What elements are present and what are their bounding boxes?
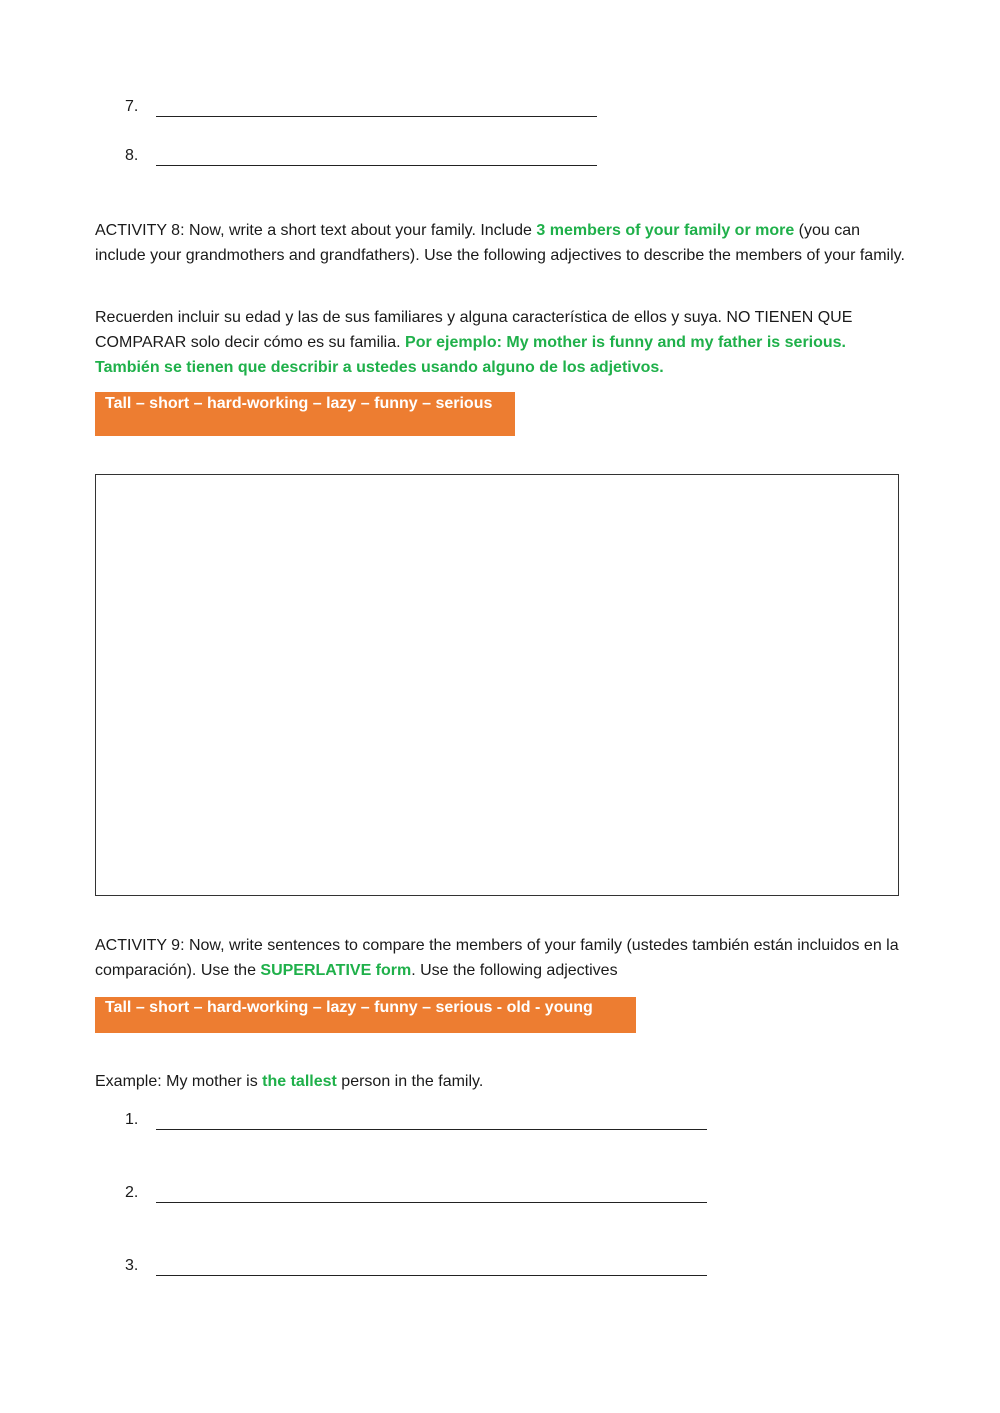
answer-line-7[interactable] [125,97,597,117]
activity8-instructions [95,218,907,268]
writing-box[interactable] [95,474,899,896]
blank-line[interactable] [156,1259,707,1276]
activity9-text: ACTIVITY 9: Now, write sentences to compare the members of your family (ustedes también están incluidos en la comparación). Use the [95,937,899,979]
list-number: 2. [125,1184,139,1201]
example-sentence [95,1069,907,1094]
activity9-highlight: SUPERLATIVE form [260,962,412,979]
activity8-text-end: (you can include your grandmothers and grandfathers). Use the following adjectives to describe the members of your family. [95,222,905,264]
blank-line[interactable] [156,100,597,117]
adjectives-banner-activity9 [95,997,636,1033]
activity9-instructions [95,933,907,983]
adjectives-list: Tall – short – hard-working – lazy – funny – serious [105,395,493,412]
activity8-reminder [95,305,907,380]
answer-line-8[interactable] [125,146,597,166]
answer-line-2[interactable] [125,1183,707,1203]
reminder-example: Por ejemplo: My mother is funny and my father is serious. También se tienen que describir a ustedes usando alguno de los adjetivos. [95,334,846,376]
example-text-end: person in the family. [336,1073,484,1090]
list-number: 1. [125,1111,139,1128]
activity8-highlight: 3 members of your family or more [536,222,795,239]
answer-line-1[interactable] [125,1110,707,1130]
blank-line[interactable] [156,149,597,166]
example-highlight: the tallest [262,1073,337,1090]
example-text: Example: My mother is [95,1073,263,1090]
activity9-text-end: . Use the following adjectives [411,962,618,979]
blank-line[interactable] [156,1186,707,1203]
adjectives-banner-activity8 [95,392,515,436]
adjectives-list: Tall – short – hard-working – lazy – funny – serious - old - young [105,999,593,1016]
list-number: 3. [125,1257,139,1274]
blank-line[interactable] [156,1113,707,1130]
activity8-text: ACTIVITY 8: Now, write a short text about your family. Include [95,222,537,239]
answer-line-3[interactable] [125,1256,707,1276]
reminder-text: Recuerden incluir su edad y las de sus familiares y alguna característica de ellos y suya. NO TIENEN QUE COMPARAR solo decir cómo es su familia. [95,309,853,351]
list-number: 7. [125,98,139,115]
list-number: 8. [125,147,139,164]
